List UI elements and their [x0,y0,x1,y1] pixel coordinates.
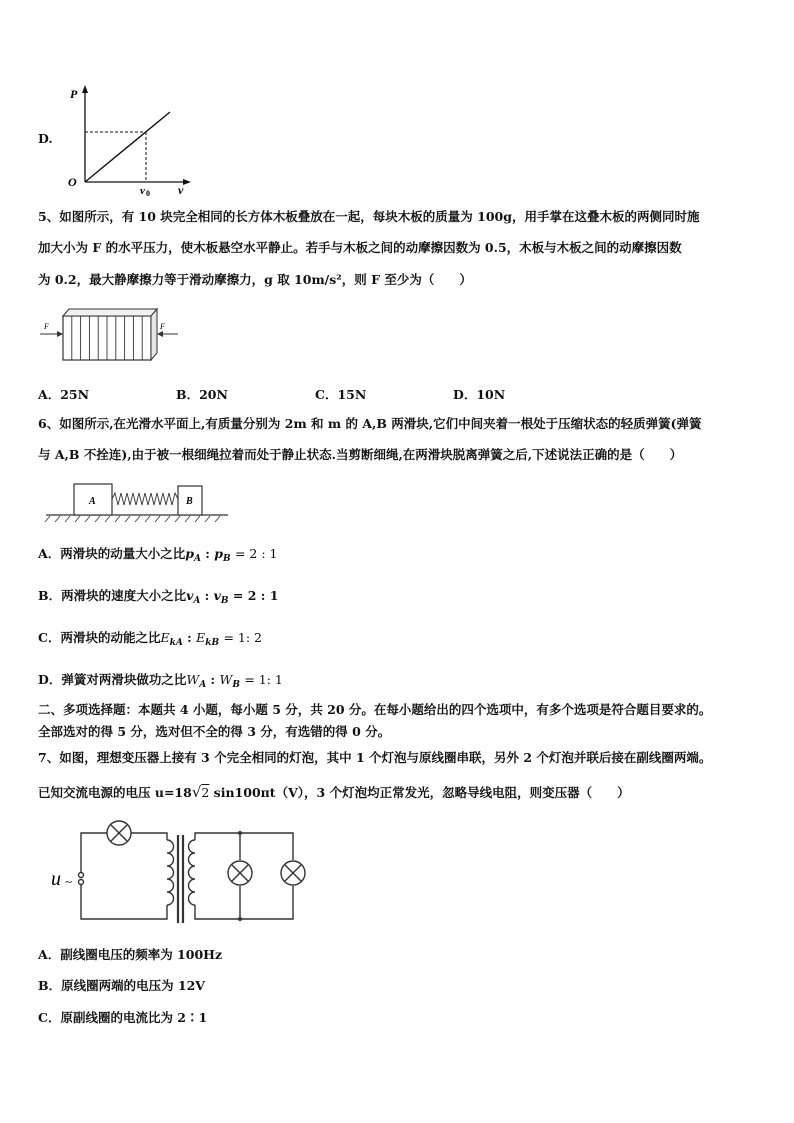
q5-text-line3: 为 0.2，最大静摩擦力等于滑动摩擦力，g 取 10m/s²，则 F 至少为（ ） [38,272,472,287]
q6-option-d[interactable]: D．弹簧对两滑块做功之比$W_A$ : $W_B = 1$: 1 [38,672,283,690]
q7-option-a[interactable]: A．副线圈电压的频率为 100Hz [38,947,223,962]
q4-p-v-graph [60,82,200,202]
graph-origin-label: O [68,175,77,189]
q5-right-force-label: F [160,322,165,331]
q6-option-b[interactable]: B．两滑块的速度大小之比$v_A$ : $v_B = 2$ : 1 [38,588,279,606]
graph-y-label: P [70,87,78,101]
graph-v0-label: v [140,185,145,197]
q5-option-a[interactable]: A．25N [38,387,90,402]
q6-option-a[interactable]: A．两滑块的动量大小之比$p_A$ : $p_B = 2$ : 1 [38,546,278,564]
q5-text-line2: 加大小为 F 的水平压力，使木板悬空水平静止。若手与木板之间的动摩擦因数为 0.5，木板与木板之间的动摩擦因数 [38,240,682,255]
q7-option-c[interactable]: C．原副线圈的电流比为 2∶1 [38,1010,208,1025]
q7-ac-symbol: ~ [65,874,73,889]
q5-option-c[interactable]: C．15N [315,387,367,402]
q4-option-d-label: D. [38,131,53,146]
q7-option-b[interactable]: B．原线圈两端的电压为 12V [38,978,206,993]
q6-text-line2: 与 A,B 不拴连),由于被一根细绳拉着而处于静止状态.当剪断细绳,在两滑块脱离弹簧之后,下述说法正确的是（ ） [38,447,683,462]
q6-blocks-spring-figure [42,478,232,528]
q7-text-line1: 7、如图，理想变压器上接有 3 个完全相同的灯泡，其中 1 个灯泡与原线圈串联，另外 2 个灯泡并联后接在副线圈两端。 [38,750,712,765]
graph-v0-sub: 0 [146,189,150,198]
q5-left-force-label: F [44,322,49,331]
q5-option-d[interactable]: D．10N [453,387,506,402]
q5-boards-figure [38,304,183,364]
q7-text-line2: 已知交流电源的电压 u=18√2 sin100πt（V），3 个灯泡均正常发光，忽略导线电阻，则变压器（ ） [38,783,630,801]
q6-block-a-label: A [89,496,96,507]
graph-x-label: v [178,183,184,197]
q7-source-label: u [51,868,61,890]
q6-option-c[interactable]: C．两滑块的动能之比$E_{kA}$ : $E_{kB} = 1$: 2 [38,630,262,648]
q7-transformer-circuit [45,815,330,930]
q6-text-line1: 6、如图所示,在光滑水平面上,有质量分别为 2m 和 m 的 A,B 两滑块,它们中间夹着一根处于压缩状态的轻质弹簧(弹簧 [38,416,702,431]
q5-option-b[interactable]: B．20N [176,387,228,402]
q5-text-line1: 5、如图所示，有 10 块完全相同的长方体木板叠放在一起，每块木板的质量为 100g，用手掌在这叠木板的两侧同时施 [38,209,700,224]
section2-heading-line1: 二、多项选择题：本题共 4 小题，每小题 5 分，共 20 分。在每小题给出的四个选项中，有多个选项是符合题目要求的。 [38,702,712,717]
section2-heading-line2: 全部选对的得 5 分，选对但不全的得 3 分，有选错的得 0 分。 [38,724,391,739]
q6-block-b-label: B [186,496,193,507]
